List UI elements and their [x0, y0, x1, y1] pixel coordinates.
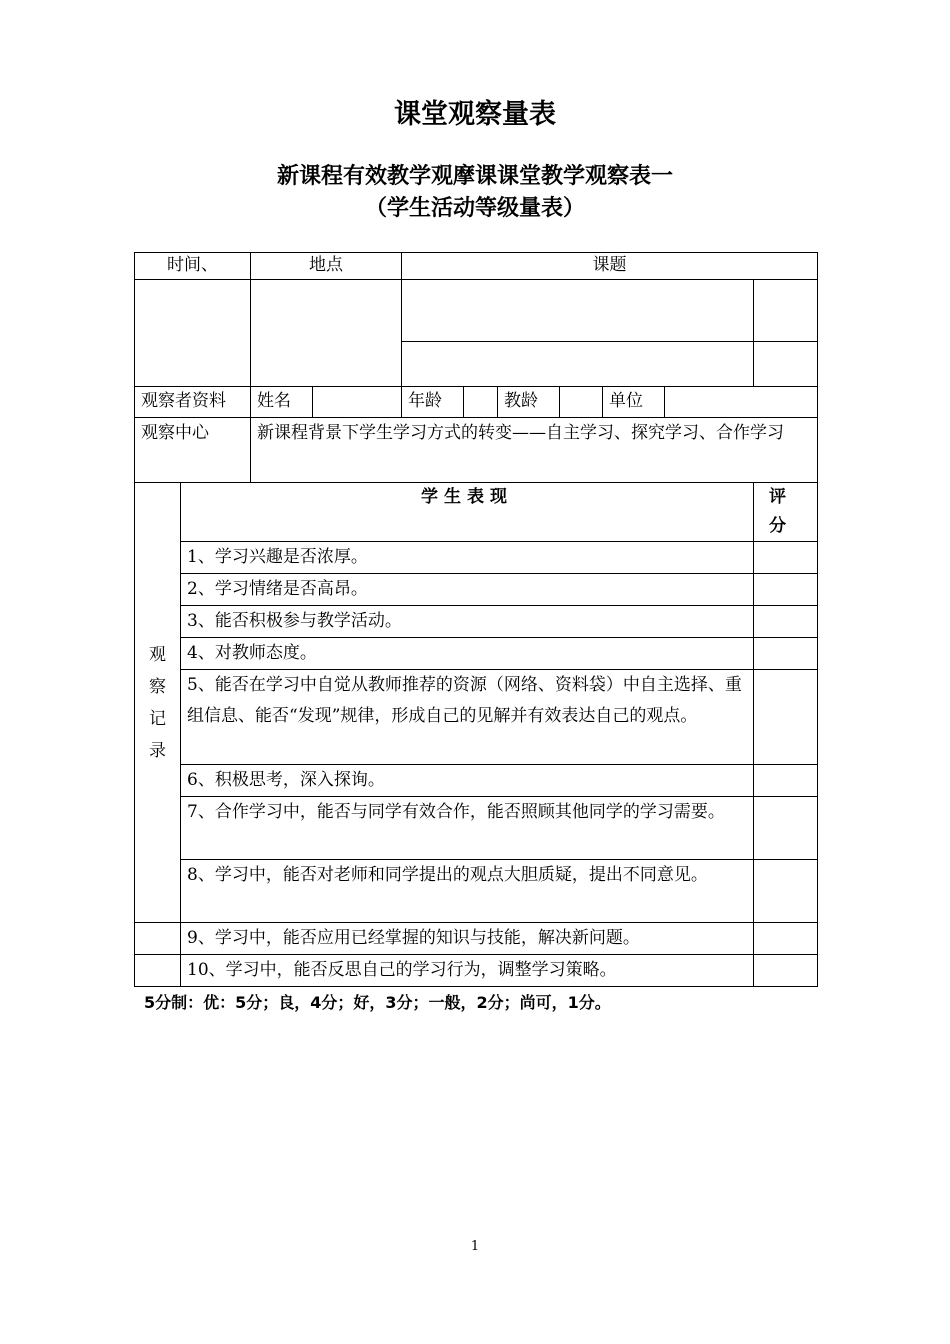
criterion-text: 5、能否在学习中自觉从教师推荐的资源（网络、资料袋）中自主选择、重组信息、能否“发现”规律，形成自己的见解并有效表达自己的观点。: [181, 670, 754, 765]
scoring-note: 5分制：优：5分；良，4分；好，3分；一般，2分；尚可，1分。: [144, 993, 611, 1012]
score-cell[interactable]: [754, 797, 818, 860]
info-row: [135, 280, 818, 342]
age-value[interactable]: [464, 387, 498, 418]
time-value-cell[interactable]: [135, 280, 251, 387]
score-cell[interactable]: [754, 765, 818, 797]
place-value-cell[interactable]: [251, 280, 402, 387]
topic-value-cell[interactable]: [402, 280, 754, 342]
place-header: 地点: [251, 253, 402, 280]
criterion-text: 2、学习情绪是否高昂。: [181, 574, 754, 606]
page-title: 课堂观察量表: [394, 99, 556, 130]
unit-value[interactable]: [665, 387, 818, 418]
score-cell[interactable]: [754, 860, 818, 923]
focus-row: [135, 418, 818, 483]
score-cell[interactable]: [754, 574, 818, 606]
unit-label: 单位: [603, 387, 665, 418]
name-value[interactable]: [313, 387, 402, 418]
table-row: [135, 860, 818, 923]
page-number: 1: [470, 1239, 480, 1254]
score-cell[interactable]: [754, 606, 818, 638]
header-row: [135, 253, 818, 280]
observation-table: [134, 252, 818, 987]
focus-text: 新课程背景下学生学习方式的转变——自主学习、探究学习、合作学习: [251, 418, 818, 483]
score-cell[interactable]: [754, 670, 818, 765]
record-header-row: [135, 483, 818, 542]
topic-value-cell-2[interactable]: [402, 342, 754, 387]
score-cell[interactable]: [754, 542, 818, 574]
table-row: [135, 542, 818, 574]
score-cell[interactable]: [754, 638, 818, 670]
score-cell[interactable]: [754, 955, 818, 987]
table-row: [135, 606, 818, 638]
table-row: [135, 574, 818, 606]
criterion-text: 9、学习中，能否应用已经掌握的知识与技能，解决新问题。: [181, 923, 754, 955]
teaching-years-value[interactable]: [560, 387, 603, 418]
focus-label: 观察中心: [135, 418, 251, 483]
blank-label-cell: [135, 923, 181, 955]
table-row: [135, 797, 818, 860]
topic-extra-cell[interactable]: [754, 280, 818, 342]
table-row: [135, 923, 818, 955]
criterion-text: 6、积极思考，深入探询。: [181, 765, 754, 797]
teaching-years-label: 教龄: [498, 387, 560, 418]
observer-row: [135, 387, 818, 418]
form-subtitle-sub: （学生活动等级量表）: [364, 196, 585, 221]
score-cell[interactable]: [754, 923, 818, 955]
form-subtitle: 新课程有效教学观摩课课堂教学观察表一: [276, 164, 673, 189]
table-row: [135, 765, 818, 797]
criterion-text: 8、学习中，能否对老师和同学提出的观点大胆质疑，提出不同意见。: [181, 860, 754, 923]
table-row: [135, 638, 818, 670]
criterion-text: 10、学习中，能否反思自己的学习行为，调整学习策略。: [181, 955, 754, 987]
criterion-text: 4、对教师态度。: [181, 638, 754, 670]
record-label: 观 察 记 录: [135, 483, 181, 923]
performance-header: 学生表现: [181, 483, 754, 542]
topic-extra-cell-2[interactable]: [754, 342, 818, 387]
score-header: 评 分: [754, 483, 818, 542]
table-row: [135, 955, 818, 987]
time-header: 时间、: [135, 253, 251, 280]
observer-label: 观察者资料: [135, 387, 251, 418]
criterion-text: 7、合作学习中，能否与同学有效合作，能否照顾其他同学的学习需要。: [181, 797, 754, 860]
criterion-text: 1、学习兴趣是否浓厚。: [181, 542, 754, 574]
age-label: 年龄: [402, 387, 464, 418]
blank-label-cell: [135, 955, 181, 987]
criterion-text: 3、能否积极参与教学活动。: [181, 606, 754, 638]
topic-header: 课题: [402, 253, 818, 280]
name-label: 姓名: [251, 387, 313, 418]
table-row: [135, 670, 818, 765]
